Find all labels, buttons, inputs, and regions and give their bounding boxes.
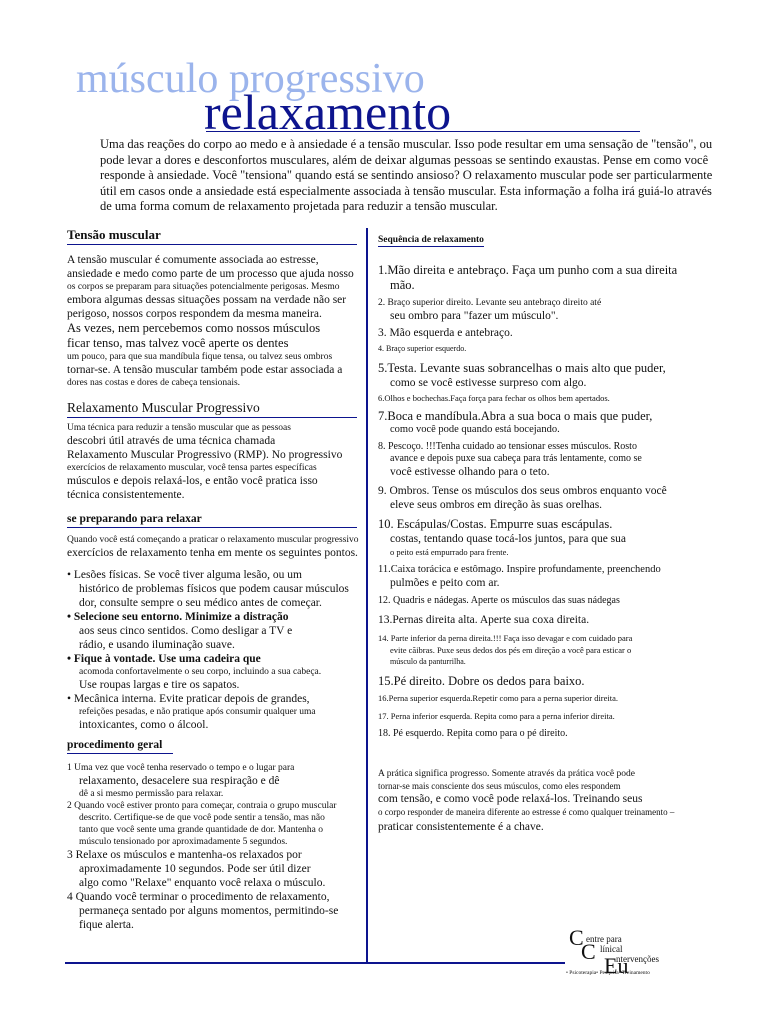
- right-column: [378, 228, 768, 834]
- proc-step: 2 Quando você estiver pronto para começar, contraia o grupo muscular: [67, 801, 337, 811]
- seq-step-line: mão.: [390, 278, 415, 292]
- rmp-line: músculos e depois relaxá-los, e então você pratica isso: [67, 475, 318, 487]
- seq-step-13: 13.Pernas direita alta. Aperte sua coxa direita.: [378, 614, 590, 626]
- seq-step-10: 10. Escápulas/Costas. Empurre suas escápulas.: [378, 517, 613, 531]
- tensao-line: os corpos se preparam para situações potencialmente perigosas. Mesmo: [67, 282, 340, 292]
- seq-step-line: evite cãibras. Puxe seus dedos dos pés em direção a você para esticar o: [390, 645, 632, 655]
- bullet-line: intoxicantes, como o álcool.: [79, 719, 209, 731]
- seq-step-line: avance e depois puxe sua cabeça para trás lentamente, como se: [390, 453, 642, 464]
- bullet-line: dor, consulte sempre o seu médico antes de começar.: [79, 597, 322, 609]
- preparando-line: Quando você está começando a praticar o relaxamento muscular progressivo: [67, 535, 359, 545]
- logo-text: entre para: [586, 934, 622, 944]
- seq-step-2: 2. Braço superior direito. Levante seu antebraço direito até: [378, 298, 602, 308]
- heading-sequencia: Sequência de relaxamento: [378, 235, 484, 245]
- seq-step-17: 17. Perna inferior esquerda. Repita como para a perna inferior direita.: [378, 711, 615, 721]
- bullet-first: • Lesões físicas. Se você tiver alguma lesão, ou um: [67, 569, 302, 581]
- column-divider: [366, 228, 368, 963]
- proc-step-line: permaneça sentado por alguns momentos, permitindo-se: [79, 905, 339, 917]
- rmp-line: técnica consistentemente.: [67, 489, 185, 501]
- seq-step-11: 11.Caixa torácica e estômago. Inspire profundamente, preenchendo: [378, 564, 661, 575]
- logo-text: nterven​ções: [616, 954, 659, 964]
- tensao-line: ficar tenso, mas talvez você aperte os dentes: [67, 336, 289, 350]
- proc-step-line: aproximadamente 10 segundos. Pode ser útil dizer: [79, 863, 311, 875]
- heading-rmp: Relaxamento Muscular Progressivo: [67, 400, 260, 415]
- rmp-line: Uma técnica para reduzir a tensão muscular que as pessoas: [67, 423, 291, 433]
- logo-letter: C: [569, 925, 584, 950]
- bullet-line: aos seus cinco sentidos. Como desligar a TV e: [79, 625, 293, 637]
- title-top: músculo progressivo: [76, 56, 425, 102]
- section-rmp: [67, 401, 363, 502]
- title-rule: [206, 131, 640, 132]
- proc-step-line: tanto que você sente uma grande quantidade de dor. Mantenha o: [79, 825, 324, 835]
- heading-tensao: Tensão muscular: [67, 227, 161, 242]
- closing-line: tornar-se mais consciente dos seus músculos, como eles respondem: [378, 781, 621, 791]
- heading-preparando: se preparando para relaxar: [67, 513, 202, 525]
- proc-step-line: músculo tensionado por aproximadamente 5 segundos.: [79, 837, 288, 847]
- rmp-line: descobri útil através de uma técnica chamada: [67, 435, 276, 447]
- tensao-line: um pouco, para que sua mandíbula fique tensa, ou talvez seus ombros: [67, 352, 333, 362]
- rmp-line: Relaxamento Muscular Progressivo (RMP). No progressivo: [67, 449, 343, 461]
- proc-step: 4 Quando você terminar o procedimento de relaxamento,: [67, 891, 330, 903]
- bullet-first: • Selecione seu entorno. Minimize a distração: [67, 611, 289, 623]
- seq-step-16: 16.Perna superior esquerda.Repetir como para a perna superior direita.: [378, 693, 619, 703]
- bullet-line: Use roupas largas e tire os sapatos.: [79, 679, 240, 691]
- intro-paragraph: Uma das reações do corpo ao medo e à ansiedade é a tensão muscular. Isso pode resultar em uma sensação de "tensão", ou pode levar a dores e desconfortos musculares, além de deixar algumas pessoas se sentindo exaustas. Pense em como você responde à ansiedade. Você "tensiona" quando está se sentindo ansioso? O relaxamento muscular pode ser particularmente útil em casos onde a ansiedade está especialmente associada à tensão muscular. Esta informação a folha irá guiá-lo através de uma forma comum de relaxamento projetada para reduzir a tensão muscular.: [100, 137, 713, 213]
- seq-step-15: 15.Pé direito. Dobre os dedos para baixo.: [378, 674, 585, 688]
- seq-step-line: como se você estivesse surpreso com algo.: [390, 377, 587, 389]
- rmp-line: exercícios de relaxamento muscular, você tensa partes específicas: [67, 463, 317, 473]
- proc-step: 1 Uma vez que você tenha reservado o tempo e o lugar para: [67, 763, 295, 773]
- left-column: [67, 228, 363, 932]
- seq-step-line: eleve seus ombros em direção às suas orelhas.: [390, 499, 603, 511]
- seq-step-6: 6.Olhos e bochechas.Faça força para fechar os olhos bem apertados.: [378, 393, 610, 403]
- logo-text: línical: [600, 944, 623, 954]
- bullet-line: histórico de problemas físicos que podem causar músculos: [79, 583, 349, 595]
- preparando-line: exercícios de relaxamento tenha em mente os seguintes pontos.: [67, 547, 358, 559]
- seq-step-4: 4. Braço superior esquerdo.: [378, 344, 467, 353]
- tensao-line: perigoso, nossos corpos respondem da mesma maneira.: [67, 308, 322, 320]
- section-tensao: [67, 228, 363, 389]
- bullet-line: refeições pesadas, e não pratique após consumir qualquer uma: [79, 707, 316, 717]
- closing-line: praticar consistentemente é a chave.: [378, 821, 544, 833]
- seq-step-line: músculo da panturrilha.: [390, 657, 466, 666]
- closing-line: com tensão, e como você pode relaxá-los. Treinando seus: [378, 793, 643, 805]
- seq-step-7: 7.Boca e mandíbula.Abra a sua boca o mais que puder,: [378, 409, 653, 423]
- seq-step-18: 18. Pé esquerdo. Repita como para o pé direito.: [378, 728, 568, 739]
- seq-step-line: como você pode quando está bocejando.: [390, 424, 560, 435]
- bullet-first: • Mecânica interna. Evite praticar depois de grandes,: [67, 693, 310, 705]
- tensao-line: As vezes, nem percebemos como nossos músculos: [67, 321, 321, 335]
- heading-procedimento: procedimento geral: [67, 739, 163, 751]
- tensao-line: ansiedade e medo como parte de um processo que ajuda nosso: [67, 268, 354, 280]
- closing-line: A prática significa progresso. Somente através da prática você pode: [378, 769, 635, 779]
- section-preparando: [67, 512, 363, 732]
- seq-step-9: 9. Ombros. Tense os músculos dos seus ombros enquanto você: [378, 485, 667, 497]
- logo-letter: C: [581, 939, 596, 964]
- seq-step-8: 8. Pescoço. !!!Tenha cuidado ao tensionar esses músculos. Rosto: [378, 441, 637, 452]
- seq-step-5: 5.Testa. Levante suas sobrancelhas o mais alto que puder,: [378, 361, 666, 375]
- logo-tagline: • Psicoterapia• Pesquisa• Treinamento: [566, 970, 650, 976]
- clinic-logo: [566, 926, 686, 982]
- seq-step-3: 3. Mão esquerda e antebraço.: [378, 327, 513, 339]
- seq-step-1: 1.Mão direita e antebraço. Faça um punho com a sua direita: [378, 263, 678, 277]
- proc-step-line: fique alerta.: [79, 919, 134, 931]
- tensao-line: embora algumas dessas situações possam na verdade não ser: [67, 294, 347, 306]
- bullet-line: rádio, e usando iluminação suave.: [79, 639, 235, 651]
- bottom-rule: [65, 962, 565, 964]
- seq-step-line: o peito está empurrado para frente.: [390, 547, 509, 557]
- logo-letter: Eu: [604, 953, 629, 978]
- title-main: relaxamento: [204, 84, 452, 140]
- seq-step-12: 12. Quadris e nádegas. Aperte os músculos das suas nádegas: [378, 595, 620, 606]
- section-procedimento: [67, 738, 363, 932]
- tensao-line: tornar-se. A tensão muscular também pode estar associada a: [67, 364, 343, 376]
- seq-step-line: pulmões e peito com ar.: [390, 577, 500, 589]
- closing-line: o corpo responder de maneira diferente ao estresse é como qualquer treinamento –: [378, 807, 675, 817]
- proc-step-line: dê a si mesmo permissão para relaxar.: [79, 789, 224, 799]
- bullet-first: • Fique à vontade. Use uma cadeira que: [67, 653, 261, 665]
- seq-step-14: 14. Parte inferior da perna direita.!!! Faça isso devagar e com cuidado para: [378, 633, 633, 643]
- tensao-line: A tensão muscular é comumente associada ao estresse,: [67, 254, 319, 266]
- bullet-line: acomoda confortavelmente o seu corpo, incluindo a sua cabeça.: [79, 667, 322, 677]
- proc-step-line: relaxamento, desacelere sua respiração e dê: [79, 775, 280, 787]
- proc-step-line: descrito. Certifique-se de que você pode sentir a tensão, mas não: [79, 813, 325, 823]
- tensao-line: dores nas costas e dores de cabeça tensionais.: [67, 378, 241, 388]
- seq-step-line: seu ombro para "fazer um músculo".: [390, 310, 559, 322]
- seq-step-line: costas, tentando quase tocá-los juntos, para que sua: [390, 533, 627, 545]
- proc-step-line: algo como "Relaxe" enquanto você relaxa o músculo.: [79, 877, 326, 889]
- seq-step-line: você estivesse olhando para o teto.: [390, 466, 550, 478]
- proc-step: 3 Relaxe os músculos e mantenha-os relaxados por: [67, 849, 302, 861]
